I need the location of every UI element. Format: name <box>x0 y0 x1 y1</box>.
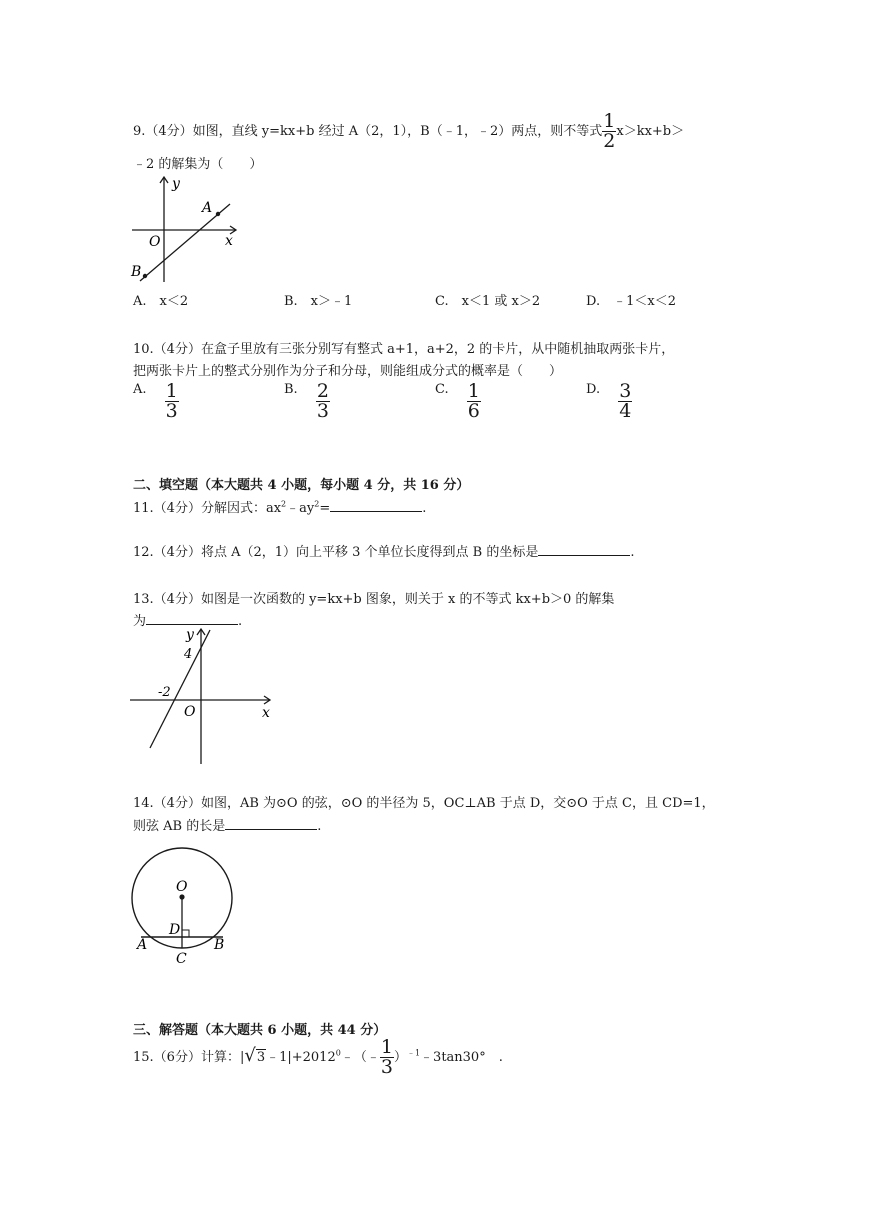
q12 <box>133 541 635 560</box>
q15-sup0: 0 <box>335 1048 341 1058</box>
q13-label-o: O <box>184 704 196 720</box>
q9-point-b <box>143 274 147 278</box>
q9-line2: ﹣2 的解集为（ ） <box>133 157 263 172</box>
q13-label-4: 4 <box>184 647 193 662</box>
q10-option-b-frac <box>316 382 330 421</box>
q9-text-post: x＞kx+b＞ <box>616 124 685 139</box>
q14-center-point <box>179 894 184 899</box>
q14-line2 <box>133 815 321 834</box>
q10-d-num: 3 <box>619 380 632 402</box>
q10-option-d-label: D. <box>586 382 601 397</box>
q10-option-b <box>284 382 330 421</box>
q12-end: . <box>630 545 635 560</box>
q9-label-a: A <box>202 200 213 216</box>
q9-frac-num: 1 <box>603 110 616 132</box>
q10-a-num: 1 <box>165 380 178 402</box>
q15-close-paren: ） <box>393 1050 407 1065</box>
q10-a-den: 3 <box>165 400 178 422</box>
q12-text: 12.（4分）将点 A（2，1）向上平移 3 个单位长度得到点 B 的坐标是 <box>133 545 539 560</box>
q9-label-x: x <box>225 233 233 249</box>
q11 <box>133 497 426 516</box>
q13-figure <box>126 626 276 766</box>
q15-sup-neg1: ﹣1 <box>406 1048 421 1058</box>
q10-d-den: 4 <box>619 400 632 422</box>
q10-line2: 把两张卡片上的整式分别作为分子和分母，则能组成分式的概率是（ ） <box>133 364 563 379</box>
q14-line2-pre: 则弦 AB 的长是 <box>133 819 226 834</box>
q14-line1: 14.（4分）如图，AB 为⊙O 的弦，⊙O 的半径为 5，OC⊥AB 于点 D，交⊙O 于点 C，且 CD=1， <box>133 796 715 811</box>
q9-option-d: D. ﹣1＜x＜2 <box>586 294 676 309</box>
q15-minus-paren: ﹣（﹣ <box>340 1050 380 1065</box>
q11-end: . <box>422 501 427 516</box>
q10-line1: 10.（4分）在盒子里放有三张分别写有整式 a+1，a+2，2 的卡片，从中随机抽取两张卡片， <box>133 342 675 357</box>
q10-option-c-frac <box>467 382 481 421</box>
q13-line2-pre: 为 <box>133 614 147 629</box>
q11-sup1: 2 <box>281 499 287 509</box>
q15-sqrt-arg: 3 <box>256 1050 266 1065</box>
q9-option-b: B. x＞﹣1 <box>284 294 353 309</box>
q11-mid: ﹣ay <box>286 501 315 516</box>
q9-text-pre: 9.（4分）如图，直线 y=kx+b 经过 A（2，1），B（﹣1，﹣2）两点，则不等式 <box>133 124 603 139</box>
q13-line1: 13.（4分）如图是一次函数的 y=kx+b 图象，则关于 x 的不等式 kx+b＞0 的解集 <box>133 592 615 607</box>
q9-option-a: A. x＜2 <box>133 294 189 309</box>
q13-label-y: y <box>186 627 194 643</box>
q14-label-d: D <box>169 922 181 938</box>
q14-label-b: B <box>214 937 225 953</box>
q10-option-a <box>133 382 179 421</box>
section-2-heading: 二、填空题（本大题共 4 小题，每小题 4 分，共 16 分） <box>133 478 470 493</box>
q10-c-den: 6 <box>467 400 480 422</box>
q9-label-o: O <box>149 234 161 250</box>
q15-frac-den: 3 <box>380 1056 393 1078</box>
q15-after-sqrt: ﹣1|+2012 <box>266 1050 336 1065</box>
q15-sqrt-sign: √ <box>244 1045 256 1066</box>
q14-answer-blank <box>225 815 317 830</box>
q10-option-a-frac <box>165 382 179 421</box>
q11-answer-blank <box>330 497 422 512</box>
q14-right-angle-mark <box>182 930 189 937</box>
q10-b-num: 2 <box>316 380 329 402</box>
q13-label-x: x <box>262 705 270 721</box>
q11-sup2: 2 <box>314 499 320 509</box>
q9-line1 <box>133 112 684 151</box>
q9-label-b: B <box>131 264 142 280</box>
q10-option-c <box>435 382 481 421</box>
q14-label-o: O <box>176 879 188 895</box>
q15-tail: ﹣3tan30° . <box>420 1050 503 1065</box>
q9-figure <box>126 170 248 285</box>
q10-option-d-frac <box>618 382 632 421</box>
q11-pre: 11.（4分）分解因式：ax <box>133 501 282 516</box>
q13-label-neg2: -2 <box>158 685 171 700</box>
q12-answer-blank <box>538 541 630 556</box>
q9-frac-den: 2 <box>603 130 616 152</box>
q14-end: . <box>317 819 322 834</box>
q15 <box>133 1038 503 1077</box>
q15-pre: 15.（6分）计算：| <box>133 1050 245 1065</box>
q15-fraction <box>380 1038 394 1077</box>
q10-option-c-label: C. <box>435 382 449 397</box>
q14-figure <box>128 846 240 968</box>
q9-option-c: C. x＜1 或 x＞2 <box>435 294 541 309</box>
q10-b-den: 3 <box>316 400 329 422</box>
q15-frac-num: 1 <box>380 1036 393 1058</box>
q11-eq: = <box>319 501 331 516</box>
q13-answer-blank <box>146 610 238 625</box>
q14-label-a: A <box>137 937 148 953</box>
q9-fraction <box>602 112 616 151</box>
q10-c-num: 1 <box>467 380 480 402</box>
q13-end: . <box>238 614 243 629</box>
q10-option-d <box>586 382 632 421</box>
q9-point-a <box>216 212 220 216</box>
q14-label-c: C <box>176 951 187 967</box>
q9-label-y: y <box>172 176 180 192</box>
q10-option-b-label: B. <box>284 382 298 397</box>
section-3-heading: 三、解答题（本大题共 6 小题，共 44 分） <box>133 1023 387 1038</box>
q10-option-a-label: A. <box>133 382 147 397</box>
